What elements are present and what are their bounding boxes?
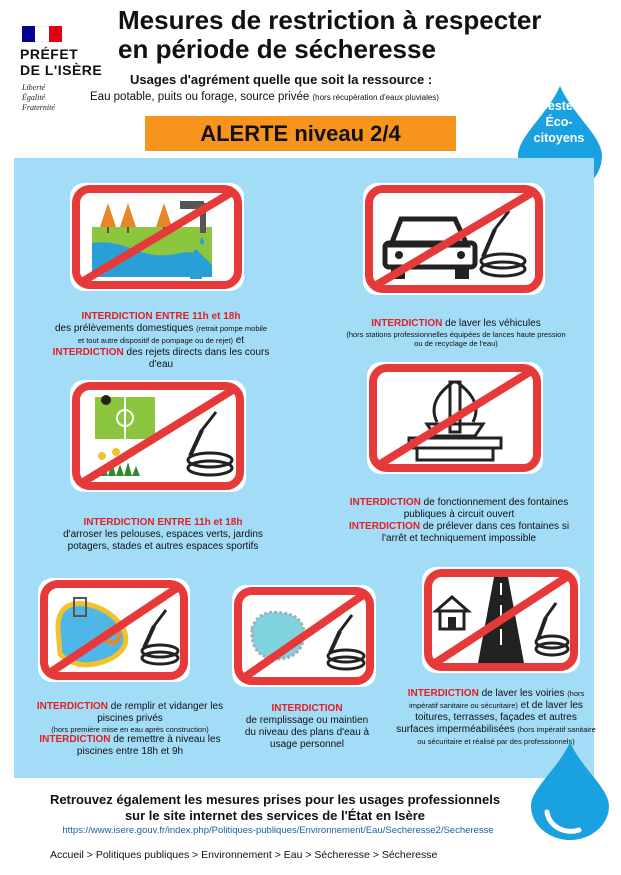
card-pond: [232, 585, 376, 687]
rule-1-and: et: [235, 335, 245, 346]
rule-2-note: (hors stations professionnelles équipées de lances haute pression ou de recyclage de l'eau): [346, 330, 566, 348]
rule-1-heading-2: INTERDICTION: [52, 347, 124, 358]
eco-label-1: Gestes: [538, 99, 580, 113]
card-road-cleaning: [422, 567, 580, 673]
rule-5-heading: INTERDICTION: [36, 701, 109, 712]
rule-1-text-1: des prélèvements domestiques: [54, 323, 194, 334]
rule-4-text-1: de fonctionnement des fontaines publiques à circuit ouvert: [403, 497, 569, 520]
rule-5-heading-2: INTERDICTION: [39, 734, 111, 745]
water-drop-icon: [525, 740, 615, 840]
rule-7-text-1: de laver les voiries: [481, 688, 565, 699]
rule-lawn-watering: [54, 517, 272, 553]
rule-2-text: de laver les véhicules: [445, 318, 541, 329]
rule-7-heading: INTERDICTION: [407, 688, 479, 699]
rule-7-note-2: (hors impératif sanitaire ou sécuritaire et réalisé par des professionnels): [417, 725, 596, 746]
footer-link[interactable]: https://www.isere.gouv.fr/index.php/Politiques-publiques/Environnement/Eau/Secheresse2/Secheresse: [62, 825, 494, 836]
road-house-icon: [422, 567, 580, 673]
eco-label-3: citoyens: [533, 131, 585, 145]
page-title: [118, 6, 588, 64]
rule-road-cleaning: [396, 688, 596, 748]
rule-domestic-pumping: [52, 311, 270, 371]
rule-7-note-1: (hors impératif sanitaire ou sécuritaire): [409, 689, 585, 710]
alert-banner: ALERTE niveau 2/4: [145, 116, 456, 151]
pond-icon: [232, 585, 376, 687]
republic-motto: [22, 83, 55, 113]
rule-4-text-2: de prélever dans ces fontaines si l'arrêt et techniquement impossible: [381, 521, 570, 544]
car-wash-icon: [363, 183, 545, 295]
rule-3-text: d'arroser les pelouses, espaces verts, jardins potagers, stades et autres espaces sportifs: [63, 529, 263, 552]
logo-line-2: DE L'ISÈRE: [20, 62, 103, 78]
resource-note: (hors récupération d'eaux pluviales): [312, 93, 439, 102]
rule-1-heading: INTERDICTION ENTRE 11h et 18h: [81, 311, 241, 322]
title-line-2: en période de sécheresse: [118, 34, 436, 64]
rule-1-note: (retrait pompe mobile et tout autre dispositif de pompage ou de rejet): [77, 324, 268, 345]
rule-pond: [240, 703, 374, 751]
motto-egalite: Égalité: [22, 93, 46, 102]
resource-line: [90, 90, 530, 105]
eco-label-2: Éco-: [545, 115, 573, 129]
card-domestic-pumping: [70, 183, 244, 291]
rule-6-heading: INTERDICTION: [271, 703, 343, 714]
card-fountain: [367, 362, 543, 474]
rule-6-text: de remplissage ou maintien du niveau des plans d'eau à usage personnel: [244, 715, 370, 750]
title-line-1: Mesures de restriction à respecter: [118, 5, 542, 35]
breadcrumb: Accueil > Politiques publiques > Environnement > Eau > Sécheresse > Sécheresse: [50, 849, 438, 861]
rule-car-wash: [346, 318, 566, 348]
footer-title: Retrouvez également les mesures prises pour les usages professionnels sur le site internet des services de l'État en Isère: [49, 792, 501, 823]
garden-tap-icon: [70, 183, 244, 291]
rule-5-note: (hors première mise en eau après construction): [51, 725, 209, 734]
marianne-flag-logo: [22, 26, 62, 42]
rule-2-heading: INTERDICTION: [371, 318, 443, 329]
card-lawn-watering: [70, 380, 246, 492]
fountain-icon: [367, 362, 543, 474]
swimming-pool-icon: [38, 578, 190, 682]
lawn-watering-icon: [70, 380, 246, 492]
eco-gestures-label: [518, 98, 600, 146]
rule-4-heading-2: INTERDICTION: [348, 521, 421, 532]
prefecture-logo-text: [20, 46, 102, 78]
rule-swimming-pool: [26, 701, 234, 758]
resource-main: Eau potable, puits ou forage, source privée: [90, 91, 310, 103]
logo-line-1: PRÉFET: [20, 46, 79, 62]
card-swimming-pool: [38, 578, 190, 682]
motto-liberte: Liberté: [22, 83, 46, 92]
motto-fraternite: Fraternité: [22, 103, 55, 112]
rule-1-text-2: des rejets directs dans les cours d'eau: [126, 347, 270, 370]
card-car-wash: [363, 183, 545, 295]
rule-5-text-1: de remplir et vidanger les piscines privés: [97, 701, 224, 724]
rule-4-heading: INTERDICTION: [349, 497, 421, 508]
rule-3-heading: INTERDICTION ENTRE 11h et 18h: [83, 517, 243, 528]
rule-fountain: [340, 497, 578, 545]
subtitle: Usages d'agrément quelle que soit la ressource :: [130, 72, 433, 87]
rule-5-text-2: de remettre à niveau les piscines entre 18h et 9h: [76, 734, 221, 757]
rule-7-text-2: et de laver les toitures, terrasses, façades et autres surfaces imperméabilisées: [396, 700, 583, 735]
